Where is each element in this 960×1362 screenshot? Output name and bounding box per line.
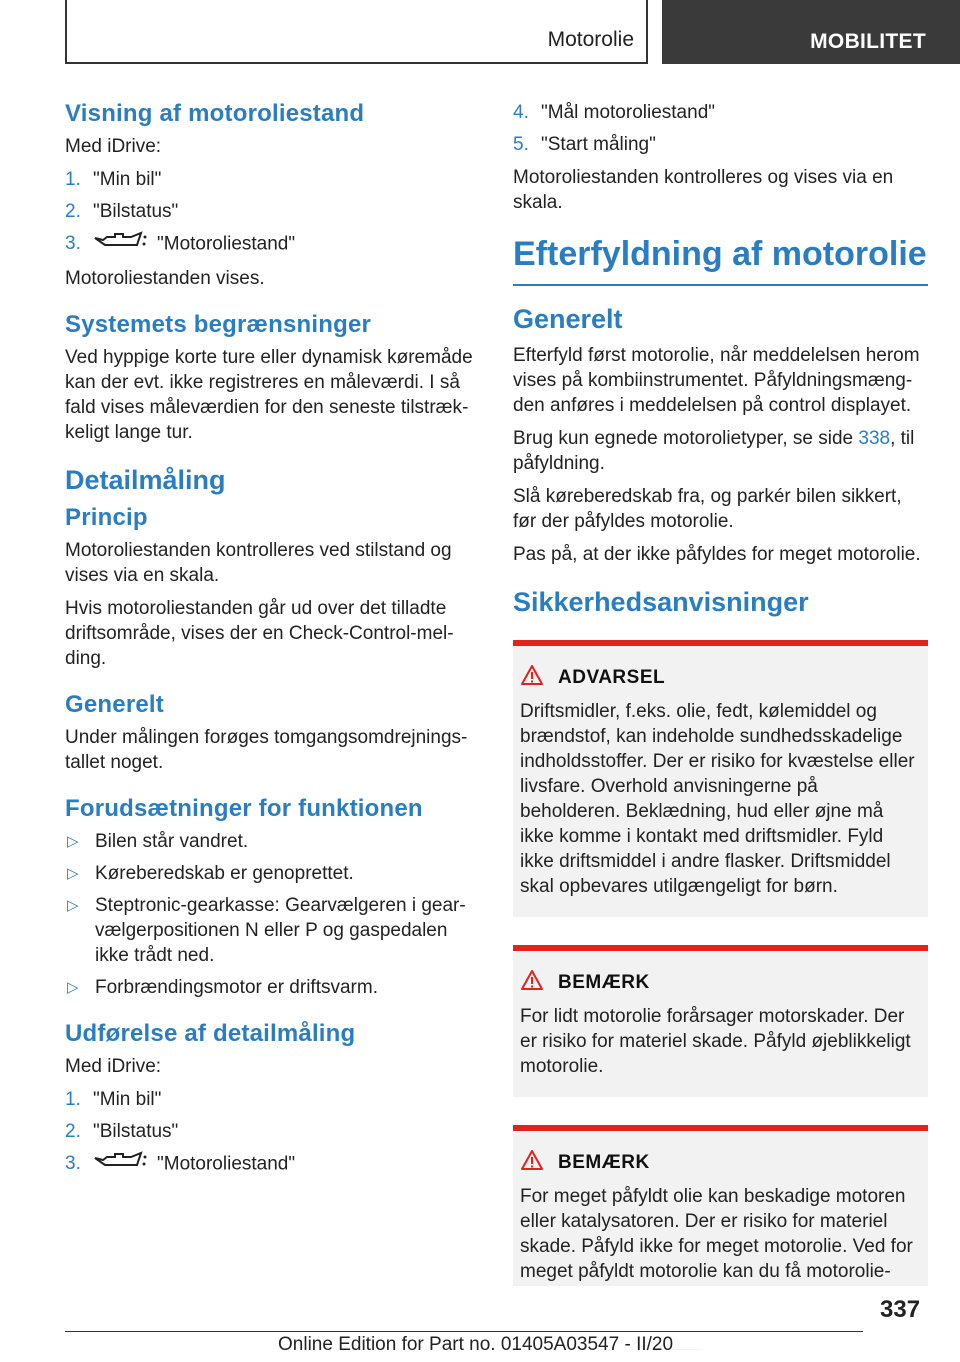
paragraph: Brug kun egnede motorolietyper, se side 338, til påfyldning. (513, 428, 915, 474)
left-column (65, 100, 480, 1186)
warning-triangle-icon (520, 969, 544, 996)
header-chapter: MOBILITET (810, 30, 926, 53)
notice-box (513, 945, 928, 1097)
subsection-title-prerequisites: Forudsætninger for funktionen (65, 795, 423, 822)
notice-label: BEMÆRK (558, 971, 650, 993)
section-title-general: Generelt (513, 304, 623, 334)
list-item: 3. "Motoroliestand" (65, 1151, 480, 1178)
section-title-limitations: Systemets begrænsninger (65, 311, 372, 338)
header-title-box (65, 0, 648, 64)
header-title: Motorolie (547, 28, 634, 51)
section-intro: Med iDrive: (65, 1056, 162, 1077)
warning-triangle-icon (520, 1149, 544, 1176)
list-item: ▷ Køreberedskab er genoprettet. (67, 863, 354, 884)
triangle-bullet-icon: ▷ (67, 897, 79, 914)
list-item: 3. "Motoroliestand" (65, 231, 480, 258)
section-title-detailed-measurement: Detailmåling (65, 465, 226, 495)
section-title-safety: Sikkerhedsanvisninger (513, 587, 809, 617)
list-item: 2. "Bilstatus" (65, 201, 179, 222)
oil-can-icon (93, 231, 147, 258)
right-column (513, 100, 928, 1314)
paragraph: Motoroliestanden kontrolleres ved stilstand og vises via en skala. (65, 540, 452, 586)
notice-box (513, 1125, 928, 1286)
paragraph: Hvis motoroliestanden går ud over det tilladte driftsområde, vises der en Check-Control-melding. (65, 598, 454, 669)
triangle-bullet-icon: ▷ (67, 865, 79, 882)
paragraph: Pas på, at der ikke påfyldes for meget motorolie. (513, 544, 921, 565)
paragraph: Slå køreberedskab fra, og parkér bilen sikkert, før der påfyldes motorolie. (513, 486, 902, 532)
prerequisite-list (65, 829, 480, 1000)
warning-text: Driftsmidler, f.eks. olie, fedt, kølemiddel og brændstof, kan indeholde sundhedsskadelige indholdsstoffer. Der er risiko for kvæstelse eller livsfare. Overhold anvisningerne på beholderen. Beklædning, hud eller øjne må ikke komme i kontakt med driftsmidler. Fyld ikke driftsmiddel i andre flasker. Driftsmiddel skal opbevares utilgængeligt for børn. (520, 701, 915, 897)
list-item: ▷ Steptronic-gearkasse: Gearvælgeren i gearvælgerpositionen N eller P og gaspedalen ikke trådt ned. (67, 895, 466, 966)
section-after: Motoroliestanden vises. (65, 268, 265, 289)
chapter-title-refilling: Efterfyldning af motorolie (513, 235, 928, 286)
triangle-bullet-icon: ▷ (67, 979, 79, 996)
paragraph: Efterfyld først motorolie, når meddelelsen herom vises på kombiinstrumentet. Påfyldningsmængden anføres i meddelelsen på control displayet. (513, 345, 920, 416)
section-title-display-oil-level: Visning af motoroliestand (65, 100, 365, 127)
step-list (65, 167, 480, 258)
page-number: 337 (880, 1296, 921, 1323)
list-item: 2. "Bilstatus" (65, 1121, 179, 1142)
list-item: 4. "Mål motoroliestand" (513, 102, 716, 123)
step-list (513, 100, 928, 157)
paragraph: Under målingen forøges tomgangsomdrejningstallet noget. (65, 727, 468, 773)
subsection-title-general: Generelt (65, 691, 164, 718)
paragraph: Ved hyppige korte ture eller dynamisk køremåde kan der evt. ikke registreres en måleværdi. I så fald vises måleværdien for den seneste tilstrækkeligt lange tur. (65, 347, 473, 443)
warning-triangle-icon (520, 664, 544, 691)
step-list (65, 1087, 480, 1178)
list-item: 1. "Min bil" (65, 1089, 162, 1110)
list-item: 1. "Min bil" (65, 169, 162, 190)
section-intro: Med iDrive: (65, 136, 162, 157)
footer-watermark: Downloaded from www.Manualslib.com manuals search engine (673, 1350, 702, 1351)
page-link[interactable]: 338 (858, 428, 891, 449)
subsection-title-execution: Udførelse af detailmåling (65, 1020, 356, 1047)
subsection-title-principle: Princip (65, 504, 148, 531)
footer-divider (65, 1331, 863, 1332)
footer-edition: Online Edition for Part no. 01405A03547 - II/20Downloaded from www.Manualslib.com manuals search engine (278, 1334, 702, 1355)
oil-can-icon (93, 1151, 147, 1178)
warning-box (513, 640, 928, 917)
notice-text: For lidt motorolie forårsager motorskader. Der er risiko for materiel skade. Påfyld øjeblikkeligt motorolie. (520, 1006, 911, 1077)
notice-label: BEMÆRK (558, 1151, 650, 1173)
list-item: ▷ Forbrændingsmotor er driftsvarm. (67, 977, 378, 998)
header-chapter-box (662, 0, 960, 64)
list-item: 5. "Start måling" (513, 134, 656, 155)
warning-label: ADVARSEL (558, 666, 666, 688)
list-item: ▷ Bilen står vandret. (67, 831, 249, 852)
triangle-bullet-icon: ▷ (67, 833, 79, 850)
paragraph: Motoroliestanden kontrolleres og vises via en skala. (513, 167, 894, 213)
notice-text: For meget påfyldt olie kan beskadige motoren eller katalysatoren. Der er risiko for materiel skade. Påfyld ikke for meget motorolie. Ved for meget påfyldt motorolie kan du få motorolie- (520, 1186, 913, 1282)
